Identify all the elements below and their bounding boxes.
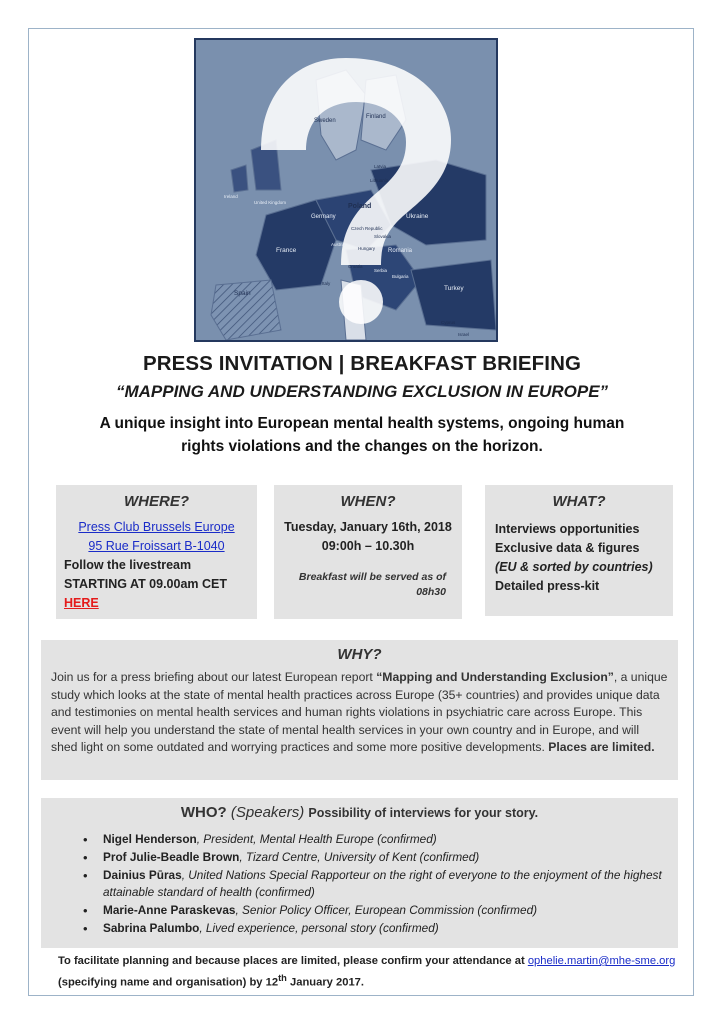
subtitle-line: A unique insight into European mental health systems, ongoing human (99, 415, 625, 432)
map-label: Lithuania (370, 178, 389, 183)
footer-text: January 2017. (286, 976, 365, 989)
breakfast-note-line: Breakfast will be served as of (298, 571, 446, 583)
speaker-description: , Senior Policy Officer, European Commission (confirmed) (235, 903, 538, 917)
speaker-description: , Tizard Centre, University of Kent (confirmed) (239, 850, 480, 864)
who-speakers-label: (Speakers) (230, 804, 305, 821)
page-title: PRESS INVITATION | BREAKFAST BRIEFING (142, 352, 582, 375)
what-item-note: (EU & sorted by countries) (495, 560, 653, 574)
breakfast-note (282, 570, 454, 600)
livestream-start-text: STARTING AT 09.00am CET (64, 577, 227, 591)
who-heading (51, 804, 668, 821)
why-paragraph (51, 669, 668, 757)
europe-map-question-mark-image (194, 38, 498, 342)
map-label: Spain (234, 290, 251, 297)
livestream-here-link[interactable]: HERE (64, 596, 99, 610)
map-label: Israel (458, 332, 470, 337)
what-heading: WHAT? (552, 493, 606, 510)
venue-link[interactable]: Press Club Brussels Europe (78, 520, 235, 534)
footer-text: (specifying name and organisation) by 12 (58, 976, 279, 989)
who-possibility: Possibility of interviews for your story. (308, 806, 539, 820)
map-label: United Kingdom (254, 200, 287, 205)
what-item: Detailed press-kit (495, 579, 600, 593)
breakfast-note-time: 08h30 (416, 586, 446, 598)
rsvp-email-link[interactable]: ophelie.martin@mhe-sme.org (527, 955, 676, 967)
map-label: Ukraine (406, 213, 429, 220)
map-graphic (196, 40, 496, 340)
speaker-item (103, 867, 668, 901)
map-label: Czech Republic (351, 226, 383, 231)
event-time: 09:00h – 10.30h (321, 539, 415, 553)
map-label: Romania (388, 248, 413, 254)
why-text: , a unique study which looks at the state of mental health practices across Europe (35+ countries) and provides unique data and testimonies on mental health services and human rights violations in psychiatric care across Europe. This event will help you understand the state of mental health services in your own country and in Europe, and will shed light on some outdated and worrying practices and some more positive developments. (51, 670, 668, 754)
who-title: WHO? (180, 804, 227, 821)
rsvp-footer (58, 953, 678, 992)
map-label: Serbia (374, 268, 388, 273)
map-label: Latvia (374, 164, 387, 169)
speaker-item (103, 849, 668, 866)
speaker-list (51, 831, 668, 937)
map-label: Finland (366, 114, 386, 120)
why-text: Join us for a press briefing about our latest European report (51, 670, 377, 684)
when-heading: WHEN? (340, 493, 396, 510)
map-label: Turkey (444, 285, 464, 292)
map-label: Slovakia (374, 234, 392, 239)
what-item-text: Exclusive data & figures (495, 541, 640, 555)
who-box (41, 798, 678, 948)
where-box (56, 485, 257, 619)
why-box (41, 640, 678, 780)
map-label: Croatia (348, 264, 363, 269)
speaker-description: , President, Mental Health Europe (confirmed) (196, 832, 437, 846)
map-label: Austria (331, 242, 346, 247)
footer-superscript: th (278, 973, 287, 983)
speaker-name: Prof Julie-Beadle Brown (103, 850, 240, 864)
footer-text: To facilitate planning and because places are limited, please confirm your attendance at (58, 955, 528, 967)
report-title: “MAPPING AND UNDERSTANDING EXCLUSION IN EUROPE” (115, 382, 609, 401)
subtitle-line: rights violations and the changes on the horizon. (181, 438, 543, 455)
livestream-text: Follow the livestream (64, 558, 192, 572)
map-label: France (276, 247, 297, 254)
map-label: Poland (348, 203, 372, 210)
speaker-item (103, 920, 668, 937)
what-box (485, 485, 673, 616)
subtitle (60, 412, 664, 458)
speaker-item (103, 831, 668, 848)
speaker-description: , Lived experience, personal story (confirmed) (199, 921, 439, 935)
speaker-item (103, 902, 668, 919)
what-item (495, 539, 663, 577)
address-link[interactable]: 95 Rue Froissart B-1040 (88, 539, 225, 553)
map-label: Cyprus (441, 320, 456, 325)
why-places-limited: Places are limited. (548, 740, 655, 754)
map-label: Germany (311, 214, 336, 220)
speaker-name: Dainius Pūras (103, 868, 182, 882)
event-date: Tuesday, January 16th, 2018 (284, 520, 452, 534)
map-label: Sweden (314, 118, 336, 124)
speaker-description: , United Nations Special Rapporteur on the right of everyone to the enjoyment of the highest attainable standard of health (confirmed) (103, 868, 662, 899)
speaker-name: Marie-Anne Paraskevas (103, 903, 236, 917)
when-box (274, 485, 462, 619)
map-label: Bulgaria (392, 274, 409, 279)
why-report-title: “Mapping and Understanding Exclusion” (376, 670, 614, 684)
speaker-name: Sabrina Palumbo (103, 921, 200, 935)
what-item: Interviews opportunities (495, 522, 640, 536)
why-heading: WHY? (337, 646, 382, 663)
where-heading: WHERE? (124, 493, 189, 510)
map-label: Italy (322, 281, 331, 286)
map-label: Hungary (358, 246, 376, 251)
speaker-name: Nigel Henderson (103, 832, 197, 846)
map-label: Ireland (224, 194, 238, 199)
